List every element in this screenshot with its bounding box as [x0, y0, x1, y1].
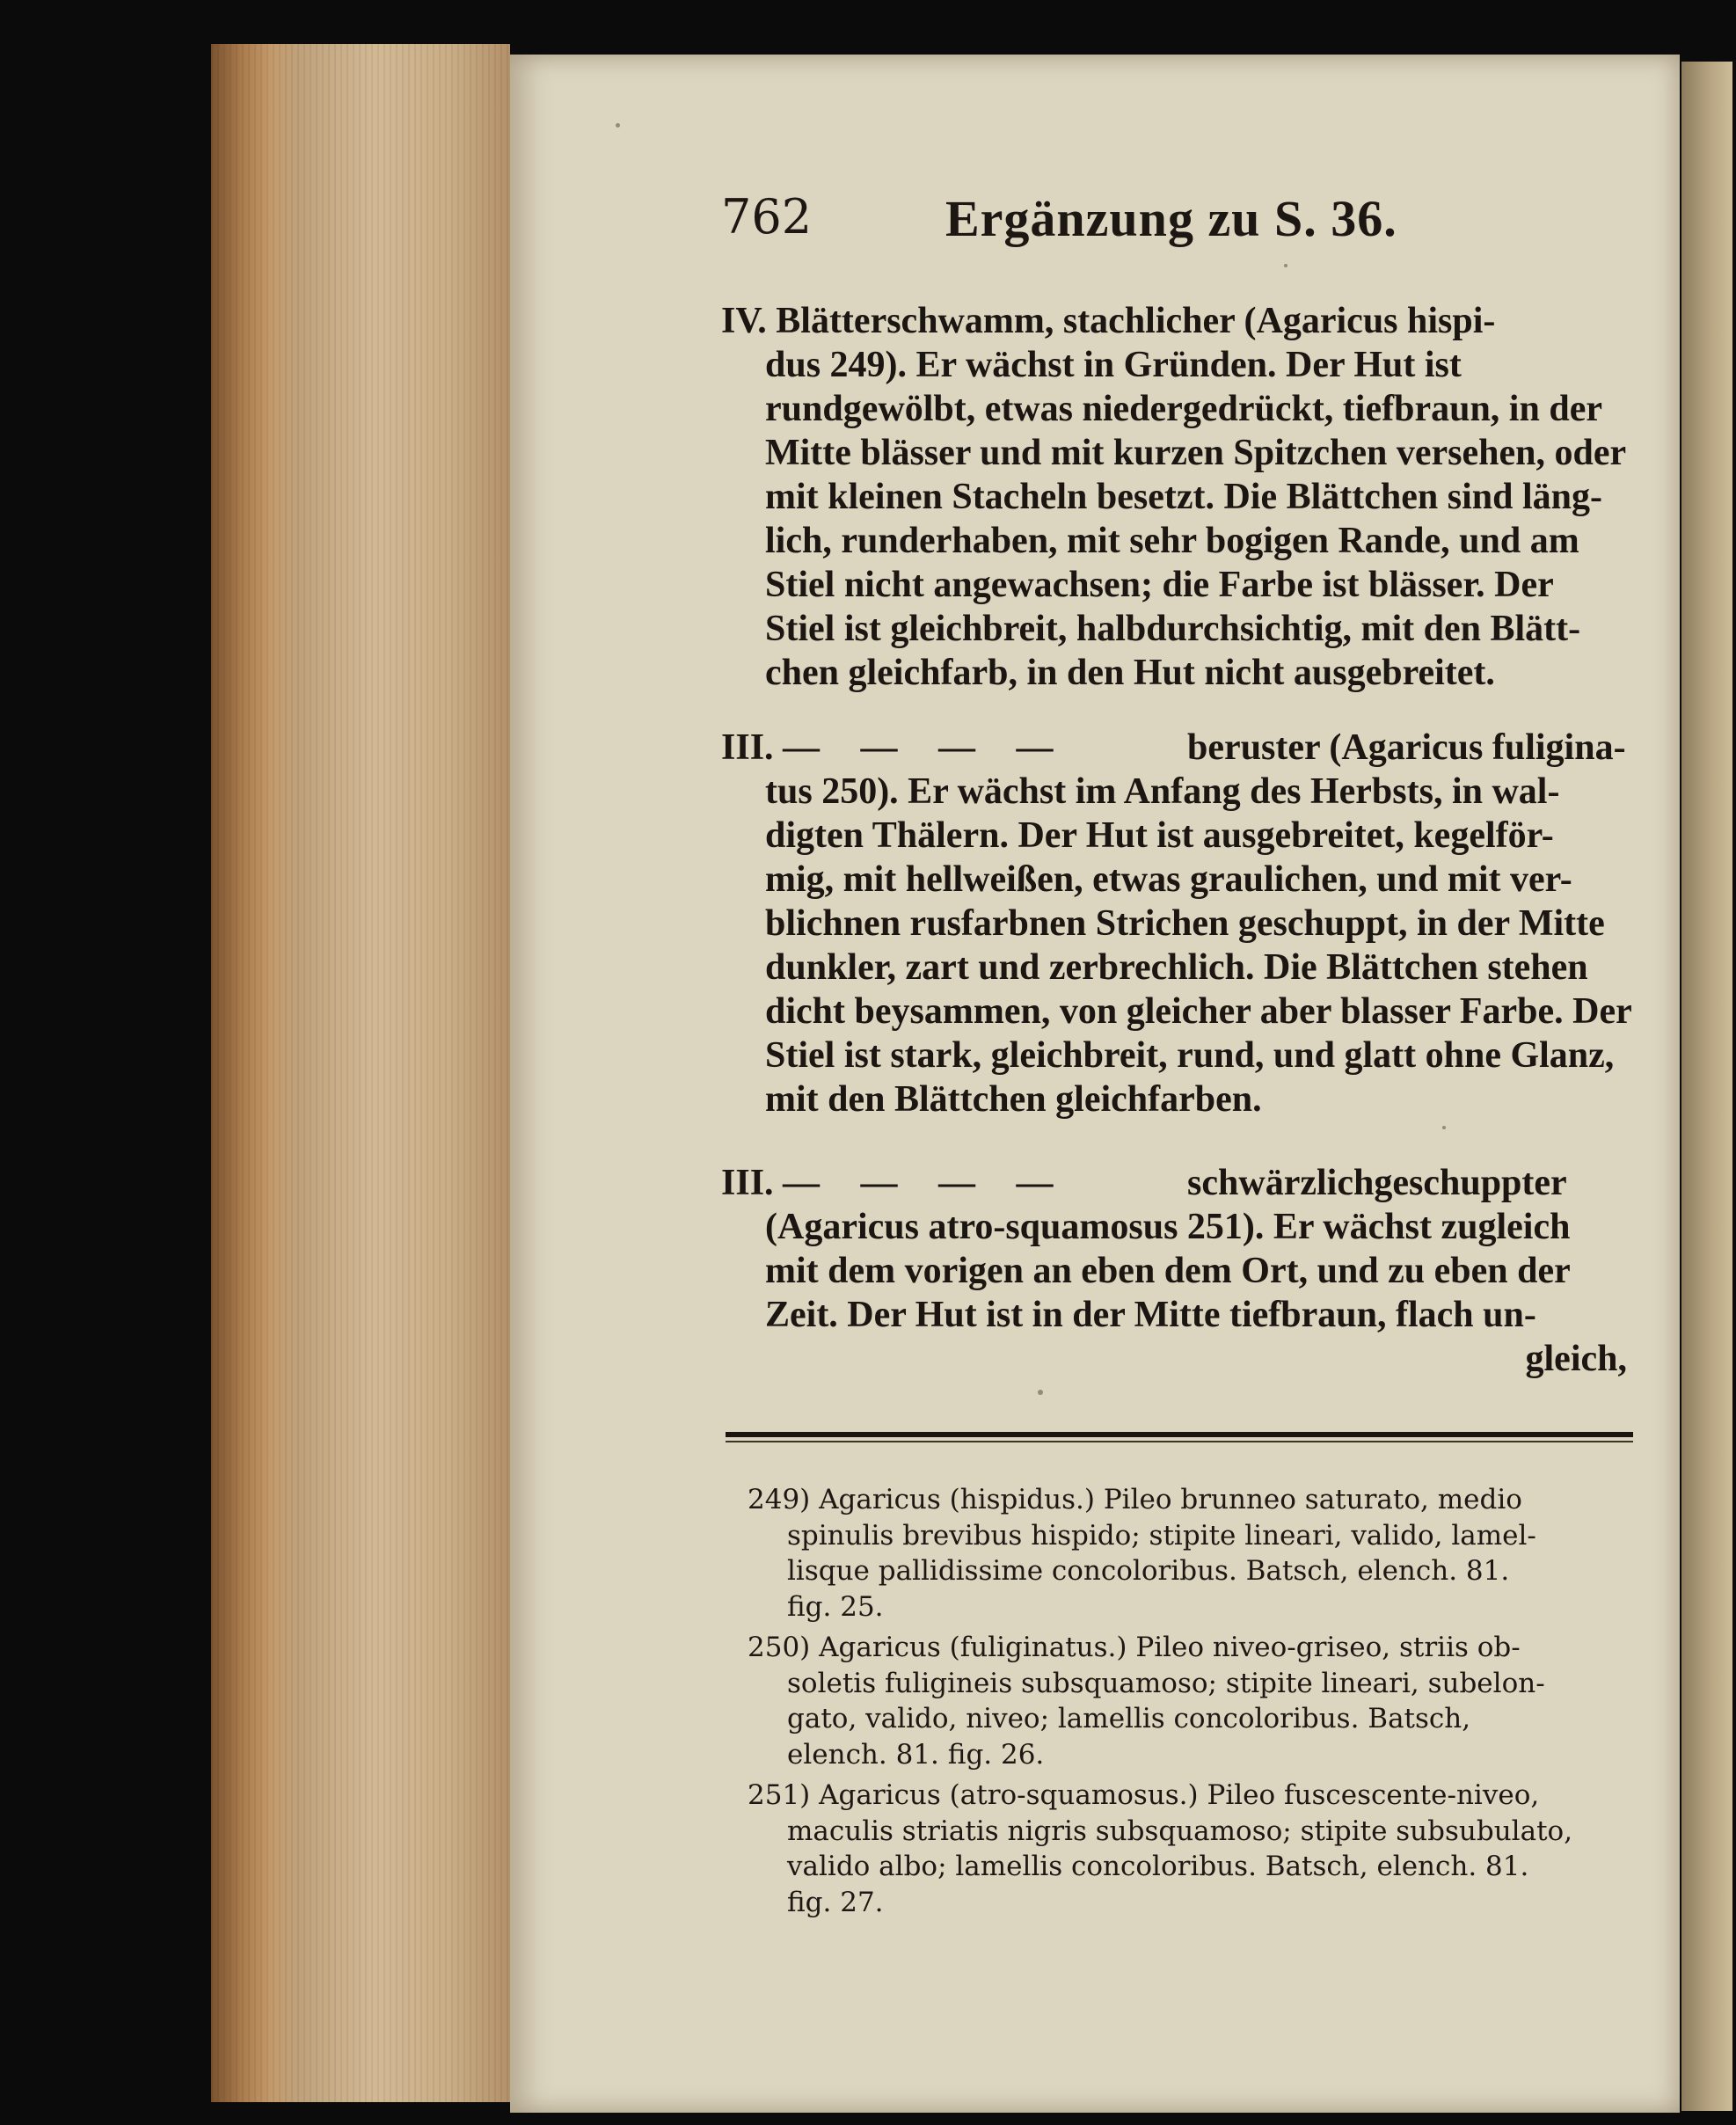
entry-beruster [721, 726, 1636, 1121]
footnote-rule [726, 1432, 1633, 1437]
footnotes [748, 1482, 1645, 1920]
entry-numeral: III. [721, 1163, 774, 1203]
entry-blaetterschwamm-stachlicher [721, 299, 1636, 695]
footnote-line: spinulis brevibus hispido; stipite lineari, valido, lamel- [787, 1519, 1536, 1552]
entry-text: beruster (Agaricus fuligina- [1187, 727, 1626, 768]
entry-line: tus 250). Er wächst im Anfang des Herbsts, in wal- [765, 771, 1560, 812]
entry-line: Stiel ist stark, gleichbreit, rund, und glatt ohne Glanz, [765, 1035, 1615, 1076]
paper-speck [1442, 1126, 1446, 1129]
entry-numeral: III. [721, 727, 774, 768]
footnote-line: valido albo; lamellis concoloribus. Batsch, elench. 81. [787, 1851, 1529, 1882]
entry-numeral: IV. [721, 301, 767, 341]
footnote-line: gato, valido, niveo; lamellis concoloribus. Batsch, [787, 1703, 1471, 1734]
page-number: 762 [721, 189, 813, 245]
entry-text: schwärzlichgeschuppter [1187, 1163, 1567, 1203]
entry-line: mig, mit hellweißen, etwas graulichen, und mit ver- [765, 859, 1572, 900]
ditto-dashes: — — — — [783, 1163, 1069, 1203]
footnote-line: 250) Agaricus (fuliginatus.) Pileo niveo-griseo, striis ob- [748, 1632, 1521, 1663]
entry-line: (Agaricus atro-squamosus 251). Er wächst zugleich [765, 1207, 1571, 1247]
footnote-line: lisque pallidissime concoloribus. Batsch, elench. 81. [787, 1555, 1510, 1587]
facing-page-edge [1681, 62, 1732, 2111]
running-title: Ergänzung zu S. 36. [945, 190, 1397, 247]
paper-speck [1038, 1390, 1043, 1395]
entry-line: dus 249). Er wächst in Gründen. Der Hut ist [765, 345, 1462, 385]
entry-line [721, 1161, 1636, 1205]
entry-line: Stiel nicht angewachsen; die Farbe ist blässer. Der [765, 565, 1554, 605]
entry-line: chen gleichfarb, in den Hut nicht ausgebreitet. [765, 653, 1495, 693]
book-page-edges [211, 44, 510, 2102]
page-header [721, 189, 1601, 259]
footnote-rule-thin [726, 1441, 1633, 1442]
entry-line: rundgewölbt, etwas niedergedrückt, tiefbraun, in der [765, 389, 1602, 429]
footnote-line: maculis striatis nigris subsquamoso; stipite subsubulato, [787, 1815, 1573, 1847]
entry-line: dunkler, zart und zerbrechlich. Die Blättchen stehen [765, 947, 1588, 988]
footnote-line: 249) Agaricus (hispidus.) Pileo brunneo saturato, medio [748, 1484, 1522, 1515]
entry-line [721, 726, 1636, 770]
entry-line: lich, runderhaben, mit sehr bogigen Rande, und am [765, 521, 1579, 561]
entry-line: mit den Blättchen gleichfarben. [765, 1079, 1262, 1120]
entry-line: mit kleinen Stacheln besetzt. Die Blättchen sind läng- [765, 477, 1602, 517]
entry-line: Stiel ist gleichbreit, halbdurchsichtig, mit den Blätt- [765, 609, 1581, 649]
entry-line: dicht beysammen, von gleicher aber blasser Farbe. Der [765, 991, 1632, 1032]
paper-speck [1284, 264, 1287, 267]
footnote-line: fig. 27. [787, 1886, 884, 1918]
entry-line: digten Thälern. Der Hut ist ausgebreitet, kegelför- [765, 815, 1554, 856]
entry-line: Mitte blässer und mit kurzen Spitzchen versehen, oder [765, 433, 1627, 473]
footnote-249 [748, 1482, 1645, 1625]
entry-line: blichnen rusfarbnen Strichen geschuppt, in der Mitte [765, 903, 1605, 944]
footnote-line: soletis fuligineis subsquamoso; stipite lineari, subelon- [787, 1667, 1545, 1699]
footnote-line: 251) Agaricus (atro-squamosus.) Pileo fuscescente-niveo, [748, 1779, 1540, 1811]
entry-line: gleich, [1525, 1339, 1627, 1379]
footnote-250 [748, 1630, 1645, 1772]
footnote-line: fig. 25. [787, 1590, 884, 1623]
footnote-251 [748, 1778, 1645, 1920]
footnote-line: elench. 81. fig. 26. [787, 1738, 1045, 1771]
entry-line [721, 299, 1636, 343]
entry-line: Zeit. Der Hut ist in der Mitte tiefbraun, flach un- [765, 1295, 1536, 1335]
ditto-dashes: — — — — [783, 727, 1069, 768]
paper-speck [616, 123, 620, 128]
entry-schwaerzlichgeschuppter [721, 1161, 1636, 1381]
entry-line: mit dem vorigen an eben dem Ort, und zu eben der [765, 1251, 1571, 1291]
entry-text: Blätterschwamm, stachlicher (Agaricus hispi- [776, 301, 1496, 341]
